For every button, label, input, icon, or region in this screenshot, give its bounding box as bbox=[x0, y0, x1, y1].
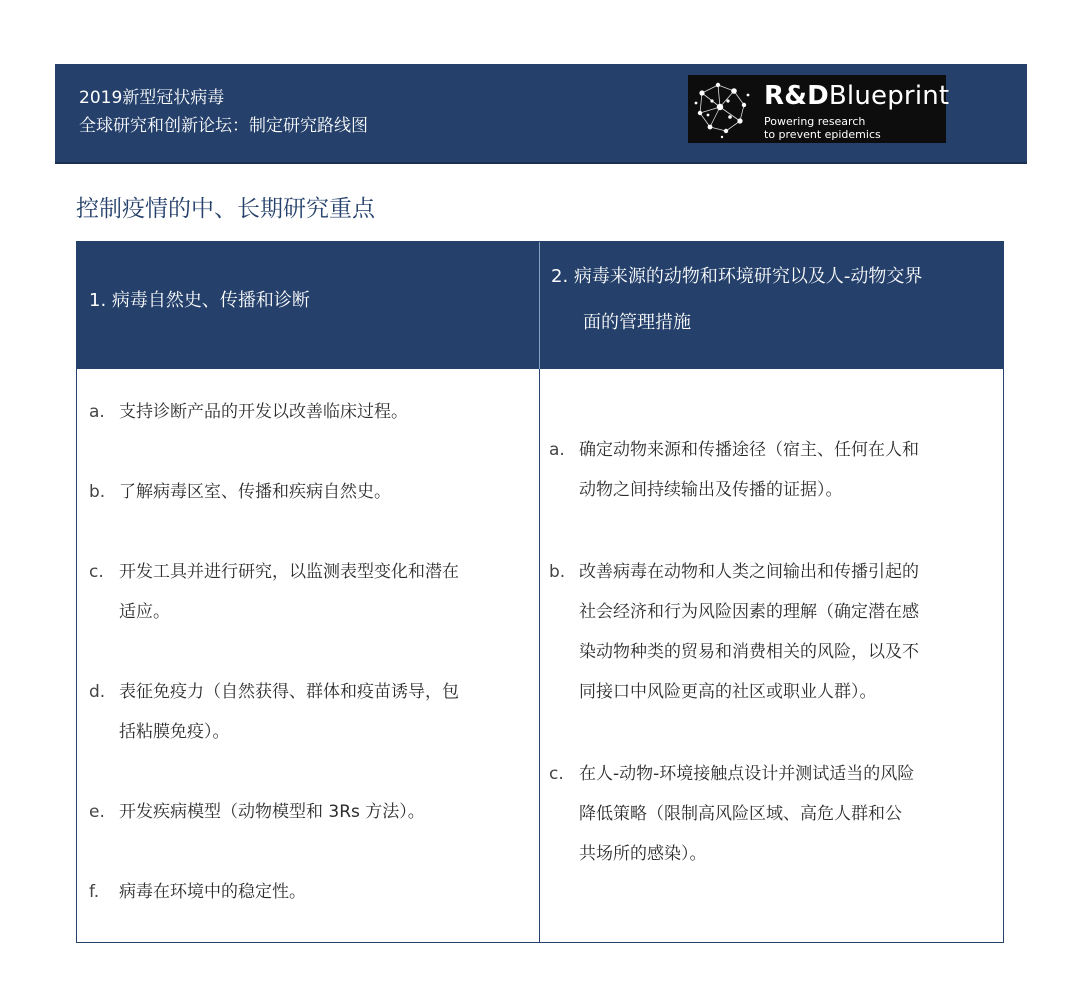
network-globe-icon bbox=[688, 75, 758, 143]
list-item bbox=[89, 472, 529, 512]
list-item-marker: b. bbox=[549, 562, 566, 582]
rd-blueprint-logo bbox=[688, 75, 950, 143]
header-banner bbox=[55, 64, 1027, 164]
logo-wordmark bbox=[764, 81, 949, 111]
table-header-row bbox=[77, 242, 1003, 369]
list-item-text: 表征免疫力（自然获得、群体和疫苗诱导，包 bbox=[119, 682, 459, 702]
forum-title-line1: 2019新型冠状病毒 bbox=[79, 88, 225, 108]
forum-title-line2: 全球研究和创新论坛：制定研究路线图 bbox=[79, 116, 368, 136]
list-item-first-line bbox=[549, 552, 989, 592]
list-item-first-line bbox=[89, 552, 529, 592]
logo-wordmark-bold: R&D bbox=[764, 81, 829, 111]
logo-wordmark-light: Blueprint bbox=[828, 81, 950, 111]
list-item-text: 确定动物来源和传播途径（宿主、任何在人和 bbox=[579, 440, 919, 460]
list-item bbox=[89, 872, 529, 912]
list-item-text: 开发工具并进行研究，以监测表型变化和潜在 bbox=[119, 562, 459, 582]
header-column-divider bbox=[539, 242, 540, 369]
list-item bbox=[549, 754, 989, 874]
column-header-animal-environment bbox=[551, 254, 991, 346]
list-item-text: 病毒在环境中的稳定性。 bbox=[119, 882, 306, 902]
column-header-line1: 2. 病毒来源的动物和环境研究以及人-动物交界 bbox=[551, 266, 923, 287]
list-item-first-line bbox=[89, 472, 529, 512]
list-item-marker: e. bbox=[89, 802, 105, 822]
forum-title bbox=[79, 84, 368, 140]
list-item-text: 改善病毒在动物和人类之间输出和传播引起的 bbox=[579, 562, 919, 582]
list-item bbox=[549, 552, 989, 712]
column-header-natural-history: 1. 病毒自然史、传播和诊断 bbox=[89, 290, 310, 311]
list-item-text-continuation: 降低策略（限制高风险区域、高危人群和公 bbox=[579, 804, 902, 824]
list-item-text-continuation: 动物之间持续输出及传播的证据）。 bbox=[579, 480, 843, 500]
list-item-marker: a. bbox=[549, 440, 565, 460]
list-item-text-continuation: 适应。 bbox=[119, 602, 170, 622]
list-item-text: 支持诊断产品的开发以改善临床过程。 bbox=[119, 402, 408, 422]
list-item-text-continuation: 同接口中风险更高的社区或职业人群）。 bbox=[579, 682, 877, 702]
list-item-marker: b. bbox=[89, 482, 106, 502]
list-item-marker: c. bbox=[549, 764, 564, 784]
list-item-first-line bbox=[549, 754, 989, 794]
logo-tagline-line1: Powering research bbox=[764, 115, 866, 128]
list-item-text-continuation: 共场所的感染）。 bbox=[579, 844, 707, 864]
list-item-first-line bbox=[89, 872, 529, 912]
list-item-text: 在人-动物-环境接触点设计并测试适当的风险 bbox=[579, 764, 915, 784]
list-item-marker: d. bbox=[89, 682, 106, 702]
list-item-first-line bbox=[549, 430, 989, 470]
list-item-marker: c. bbox=[89, 562, 104, 582]
logo-tagline bbox=[764, 115, 881, 141]
logo-tagline-line2: to prevent epidemics bbox=[764, 128, 881, 141]
page-title: 控制疫情的中、长期研究重点 bbox=[76, 196, 375, 222]
list-item bbox=[89, 392, 529, 432]
list-item-first-line bbox=[89, 392, 529, 432]
list-item-text: 了解病毒区室、传播和疾病自然史。 bbox=[119, 482, 391, 502]
list-item-marker: f. bbox=[89, 882, 100, 902]
list-item-first-line bbox=[89, 672, 529, 712]
column-header-line2: 面的管理措施 bbox=[583, 312, 691, 333]
research-priorities-table bbox=[76, 241, 1004, 943]
list-item-first-line bbox=[89, 792, 529, 832]
list-item-text-continuation: 社会经济和行为风险因素的理解（确定潜在感 bbox=[579, 602, 919, 622]
list-item bbox=[549, 430, 989, 510]
list-item bbox=[89, 792, 529, 832]
list-item bbox=[89, 552, 529, 632]
list-item bbox=[89, 672, 529, 752]
list-item-marker: a. bbox=[89, 402, 105, 422]
list-item-text: 开发疾病模型（动物模型和 3Rs 方法）。 bbox=[119, 802, 425, 822]
list-item-text-continuation: 染动物种类的贸易和消费相关的风险，以及不 bbox=[579, 642, 919, 662]
list-item-text-continuation: 括粘膜免疫）。 bbox=[119, 722, 230, 742]
